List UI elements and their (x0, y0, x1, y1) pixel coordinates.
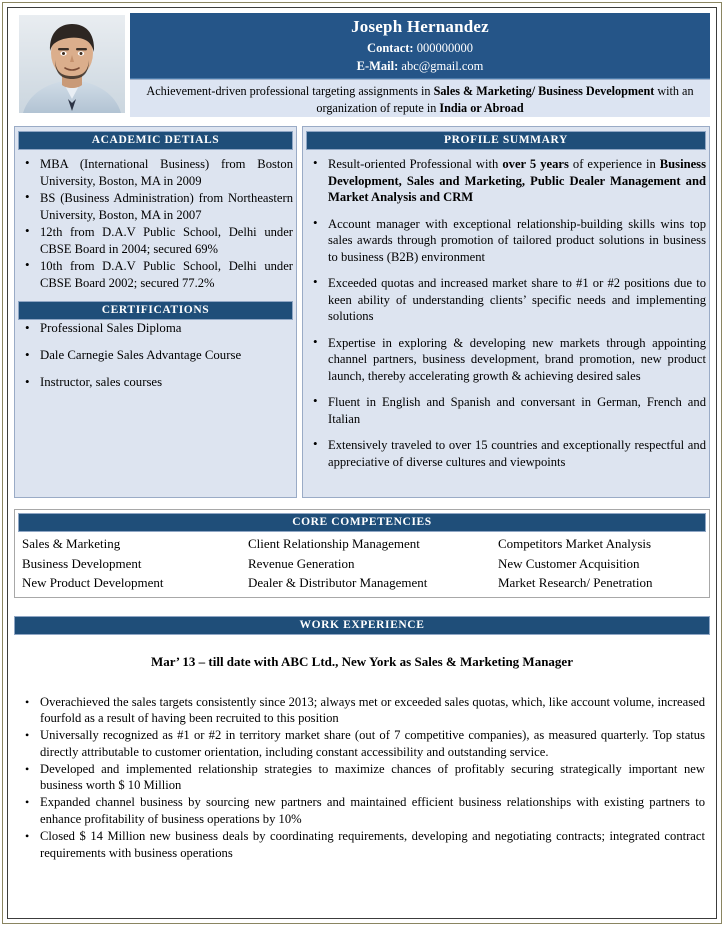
left-panel (14, 126, 297, 498)
header-text-block (130, 13, 710, 117)
name-banner (130, 13, 710, 79)
list-item: New Product Development (22, 575, 164, 590)
tagline-pre: Achievement-driven professional targeting assignments in (146, 84, 434, 98)
work-experience-list (14, 694, 705, 862)
right-column (302, 126, 710, 498)
main-two-column-region (14, 126, 710, 498)
list-item: • Professional Sales Diploma (18, 320, 293, 337)
section-header-certifications: CERTIFICATIONS (18, 301, 293, 320)
core-competencies-section (14, 509, 710, 598)
contact-label: Contact: (367, 41, 414, 55)
contact-value: 000000000 (416, 41, 473, 55)
list-item: Market Research/ Penetration (498, 575, 653, 590)
list-item: • BS (Business Administration) from Northeastern University, Boston, MA in 2007 (18, 190, 293, 223)
profile-panel (302, 126, 710, 498)
section-header-academic: ACADEMIC DETIALS (18, 131, 293, 150)
section-header-core-competencies: CORE COMPETENCIES (18, 513, 706, 532)
list-item: • Extensively traveled to over 15 countries and exceptionally respectful and appreciative of diverse cultures and viewpoints (306, 437, 706, 470)
certifications-list (18, 320, 293, 391)
profile-text-pre: Result-oriented Professional with (328, 157, 503, 171)
left-column (14, 126, 297, 498)
resume-content (8, 8, 716, 918)
list-item: • Closed $ 14 Million new business deals by coordinating requirements, developing and negotiating contracts; integrated contract requirements with business operations (14, 828, 705, 862)
certifications-block (18, 301, 293, 391)
list-item: New Customer Acquisition (498, 555, 640, 571)
tagline-mid: with an organization of repute in (316, 84, 694, 115)
section-header-work-experience: WORK EXPERIENCE (14, 616, 710, 635)
email-label: E-Mail: (356, 59, 399, 73)
resume-header (14, 13, 710, 117)
list-item: Competitors Market Analysis (498, 536, 652, 551)
core-competencies-column-2 (248, 534, 498, 593)
core-competencies-grid (18, 534, 706, 593)
portrait-icon (19, 15, 125, 113)
list-item: • MBA (International Business) from Boston University, Boston, MA in 2009 (18, 156, 293, 189)
list-item: • Expanded channel business by sourcing new partners and maintained efficient business relationships with existing partners to enhance profitability of business operations by 10% (14, 794, 705, 828)
list-item: • Expertise in exploring & developing new markets through appointing channel partners, business development, brand promotion, new product launch, thereby accelerating growth & achieving desired sales (306, 335, 706, 385)
list-item: Client Relationship Management (248, 536, 420, 551)
list-item: • Dale Carnegie Sales Advantage Course (18, 347, 293, 364)
list-item: • 10th from D.A.V Public School, Delhi under CBSE Board 2002; secured 77.2% (18, 258, 293, 291)
academic-list (18, 156, 293, 291)
resume-page-inner-border (7, 7, 717, 919)
email-value: abc@gmail.com (401, 59, 484, 73)
work-position-line: Mar’ 13 – till date with ABC Ltd., New York as Sales & Marketing Manager (151, 653, 573, 669)
contact-line (130, 39, 710, 57)
work-bullets-wrap (14, 694, 710, 862)
core-competencies-column-1 (18, 534, 248, 593)
profile-text-mid: of experience in (568, 157, 660, 171)
work-experience-section (14, 616, 710, 862)
list-item (306, 156, 706, 206)
list-item: • Universally recognized as #1 or #2 in territory market share (out of 7 competitive companies), as measured quarterly. Top status directly attributable to customer orientation, including constant accessibility and outstanding service. (14, 727, 705, 761)
list-item: • Instructor, sales courses (18, 374, 293, 391)
list-item: • Account manager with exceptional relationship-building skills wins top sales awards through promotion of tailored product solutions in business to business (B2B) environment (306, 216, 706, 266)
core-competencies-column-3 (498, 534, 706, 593)
profile-summary-list (306, 156, 706, 470)
section-header-profile-summary: PROFILE SUMMARY (306, 131, 706, 150)
objective-tagline (130, 79, 710, 117)
list-item: Revenue Generation (248, 555, 355, 571)
profile-bold-years: over 5 years (502, 157, 569, 171)
list-item: • Overachieved the sales targets consistently since 2013; always met or exceeded sales quotas, which, like account volume, increased fourfold as a result of having been recruited to this position (14, 694, 705, 728)
email-line (130, 57, 710, 75)
profile-bold-domains: Business Development, Sales and Marketing, Public Dealer Management and Market Analysis and CRM (328, 157, 706, 204)
list-item: Business Development (22, 555, 142, 571)
list-item: Dealer & Distributor Management (248, 575, 428, 590)
list-item: • 12th from D.A.V Public School, Delhi under CBSE Board in 2004; secured 69% (18, 224, 293, 257)
photo-cell (14, 13, 130, 117)
list-item: • Exceeded quotas and increased market share to #1 or #2 positions due to keen ability of understanding clients’ specific needs and implementing solutions (306, 275, 706, 325)
candidate-photo (19, 15, 125, 113)
tagline-bold-target: Sales & Marketing/ Business Development (433, 84, 655, 98)
list-item: • Developed and implemented relationship strategies to maximize chances of profitably securing strategically important new business worth $ 10 Million (14, 761, 705, 795)
list-item: • Fluent in English and Spanish and conversant in German, French and Italian (306, 394, 706, 427)
list-item: Sales & Marketing (22, 536, 121, 551)
resume-page-outer-border (2, 2, 722, 924)
tagline-bold-location: India or Abroad (439, 101, 524, 115)
candidate-name: Joseph Hernandez (351, 17, 489, 36)
